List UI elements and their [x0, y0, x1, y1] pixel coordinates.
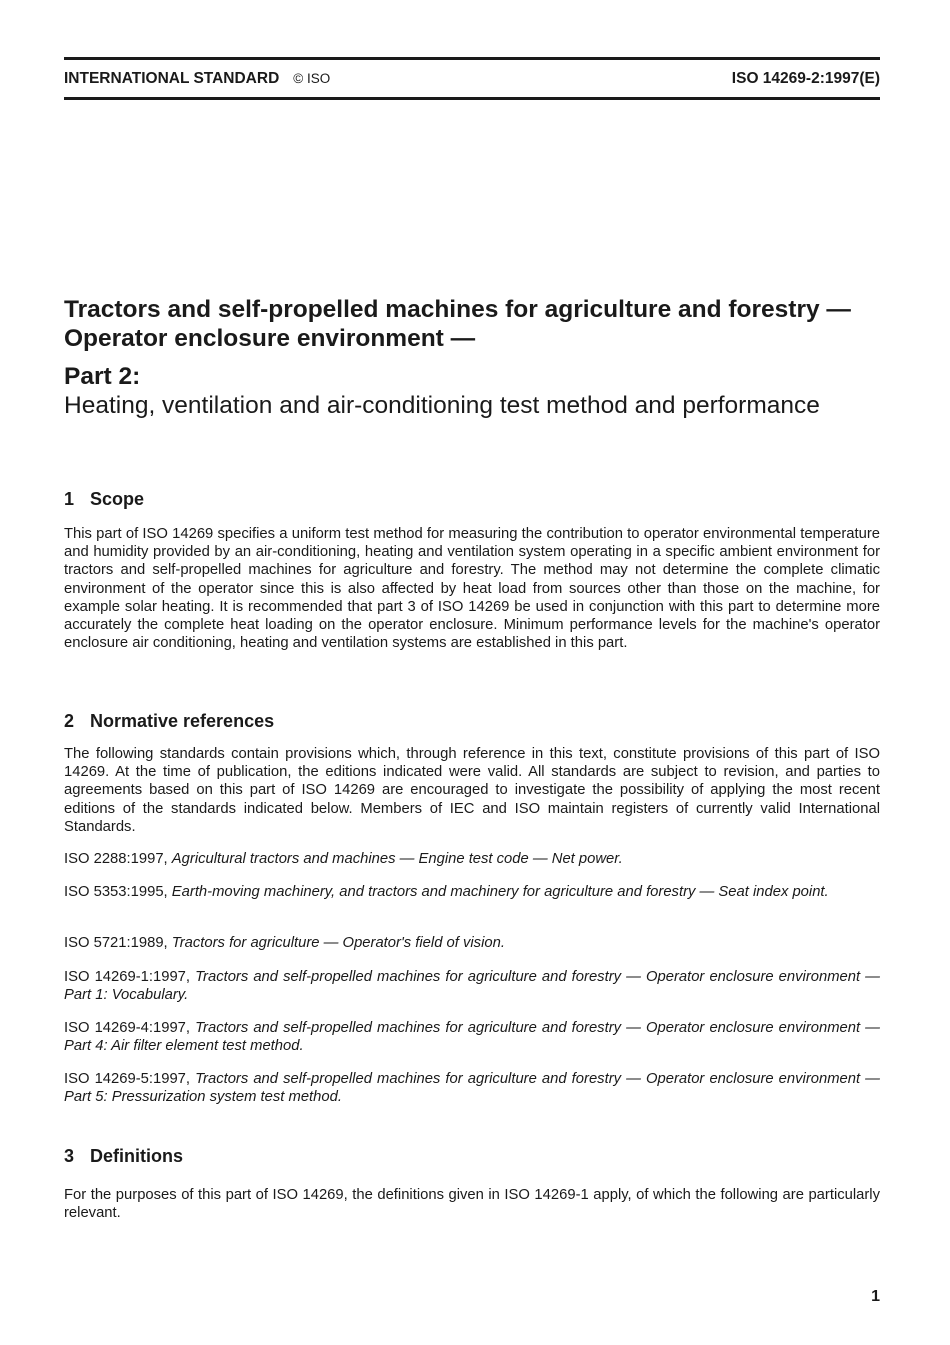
section-number: 1: [64, 489, 75, 509]
section-heading-definitions: [64, 1145, 183, 1167]
header-top-rule: [64, 57, 880, 60]
part-label: Part 2:: [64, 363, 141, 390]
reference-code: ISO 14269-1:1997,: [64, 969, 191, 985]
page-number: 1: [871, 1288, 880, 1305]
section-heading-normative-references: [64, 710, 274, 732]
reference-title: Tractors for agriculture — Operator's field of vision.: [171, 935, 505, 951]
document-page: [64, 0, 880, 1345]
reference-code: ISO 2288:1997,: [64, 851, 168, 867]
header-bottom-rule: [64, 97, 880, 100]
reference-title: Tractors and self-propelled machines for agriculture and forestry — Operator enclosure environment — Part 4: Air filter element test method.: [64, 1020, 880, 1055]
section-title: Normative references: [90, 711, 275, 731]
reference-code: ISO 14269-5:1997,: [64, 1071, 191, 1087]
reference-item: [64, 934, 880, 952]
reference-item: [64, 850, 880, 868]
reference-code: ISO 14269-4:1997,: [64, 1020, 191, 1036]
reference-code: ISO 5353:1995,: [64, 884, 168, 900]
page-header: [64, 69, 880, 89]
reference-item: [64, 968, 880, 1004]
reference-item: [64, 883, 880, 901]
reference-code: ISO 5721:1989,: [64, 935, 168, 951]
reference-item: [64, 1070, 880, 1106]
reference-title: Tractors and self-propelled machines for agriculture and forestry — Operator enclosure environment — Part 5: Pressurization system test method.: [64, 1071, 880, 1106]
section-number: 3: [64, 1146, 75, 1166]
normative-references-paragraph: The following standards contain provisions which, through reference in this text, constitute provisions of this part of ISO 14269. At the time of publication, the editions indicated were valid. All standards are subject to revision, and parties to agreements based on this part of ISO 14269 are encouraged to investigate the possibility of applying the most recent editions of the standards indicated below. Members of IEC and ISO maintain registers of currently valid International Standards.: [64, 746, 880, 835]
section-title: Definitions: [90, 1146, 183, 1166]
title-block: [64, 295, 880, 420]
definitions-paragraph: For the purposes of this part of ISO 14269, the definitions given in ISO 14269-1 apply, of which the following are particularly relevant.: [64, 1187, 880, 1222]
standard-label: INTERNATIONAL STANDARD: [64, 70, 280, 87]
document-number: ISO 14269-2:1997(E): [731, 70, 880, 87]
reference-title: Earth-moving machinery, and tractors and machinery for agriculture and forestry — Seat index point.: [171, 884, 829, 900]
reference-title: Agricultural tractors and machines — Engine test code — Net power.: [171, 851, 623, 867]
part-title: Heating, ventilation and air-conditioning test method and performance: [64, 392, 820, 419]
copyright-notice: © ISO: [293, 71, 331, 86]
section-title: Scope: [90, 489, 145, 509]
scope-paragraph: This part of ISO 14269 specifies a uniform test method for measuring the contribution to operator environmental temperature and humidity provided by an air-conditioning, heating and ventilation system operating in a specific ambient environment for tractors and self-propelled machines for agriculture and forestry. The method may not determine the complete climatic environment of the operator since this is also affected by heat load from sources other than those on the machine, for example solar heating. It is recommended that part 3 of ISO 14269 be used in conjunction with this part to determine more accurately the complete heat loading on the operator enclosure. Minimum performance levels for the machine's operator enclosure air conditioning, heating and ventilation systems are established in this part.: [64, 526, 880, 652]
section-number: 2: [64, 711, 75, 731]
reference-item: [64, 1019, 880, 1055]
header-left: [64, 69, 330, 89]
reference-title: Tractors and self-propelled machines for agriculture and forestry — Operator enclosure environment — Part 1: Vocabulary.: [64, 969, 880, 1004]
section-heading-scope: [64, 488, 144, 510]
document-title: Tractors and self-propelled machines for agriculture and forestry — Operator enclosure environment —: [64, 296, 851, 352]
